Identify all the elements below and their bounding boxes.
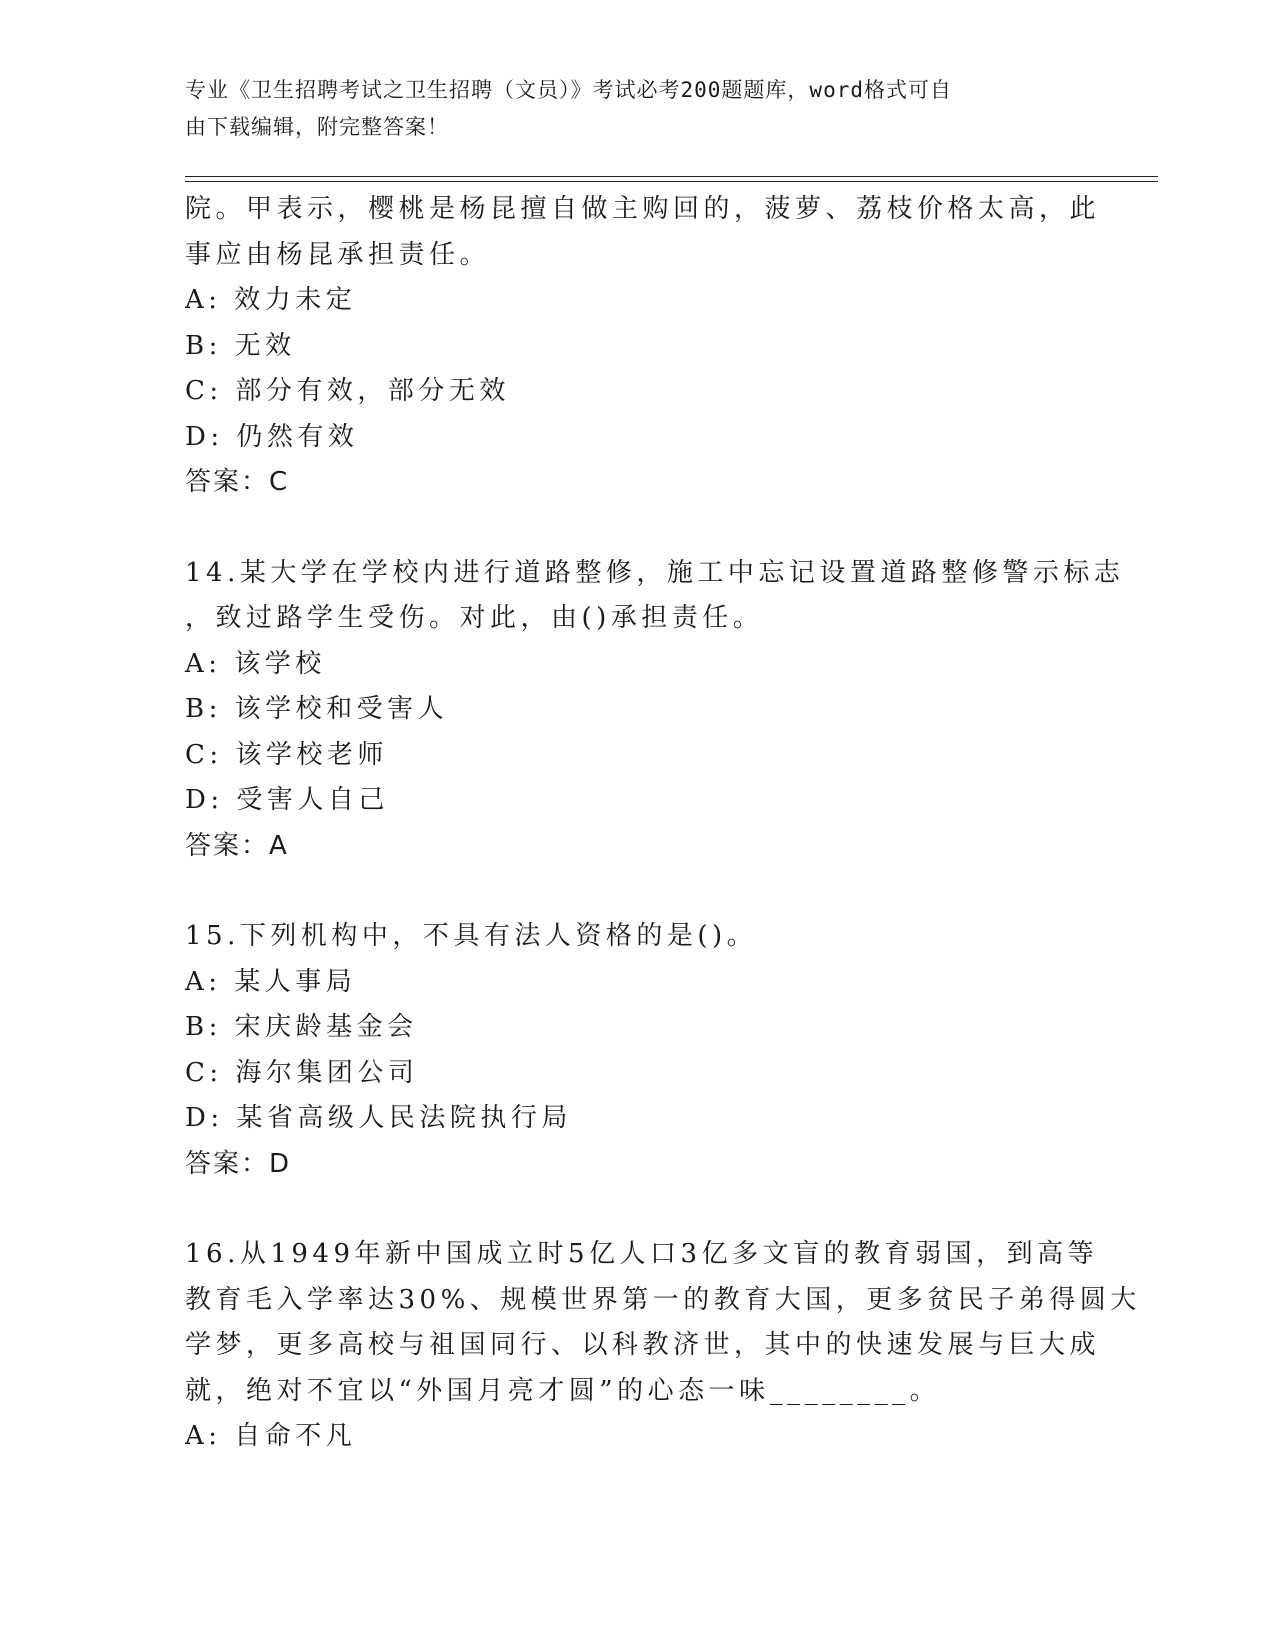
header-rule-top [185,176,1158,177]
question-14 [185,551,1125,870]
question-text-line: ，致过路学生受伤。对此，由()承担责任。 [185,603,764,633]
question-text-line: 15.下列机构中，不具有法人资格的是()。 [185,921,758,951]
header-rule-bottom [185,181,1158,182]
question-text-line: 16.从1949年新中国成立时5亿人口3亿多文盲的教育弱国，到高等 [185,1239,1099,1269]
option-d: D: 受害人自己 [185,785,389,815]
question-text-line: 就，绝对不宜以“外国月亮才圆”的心态一味________。 [185,1375,941,1406]
option-c: C: 海尔集团公司 [185,1057,419,1088]
spacer [185,1187,1085,1232]
option-d: D: 仍然有效 [185,421,359,452]
question-text-line: 14.某大学在学校内进行道路整修，施工中忘记设置道路整修警示标志 [185,557,1125,588]
document-body [185,187,1141,1460]
answer-line: 答案：A [185,830,289,861]
option-a: A: 效力未定 [185,285,357,315]
answer-line: 答案：C [185,467,290,497]
option-a: A: 某人事局 [185,966,357,997]
header-line-1: 专业《卫生招聘考试之卫生招聘（文员）》考试必考200题题库，word格式可自 [185,78,952,102]
question-text-line: 院。甲表示，樱桃是杨昆擅自做主购回的，菠萝、荔枝价格太高，此 [185,194,1101,224]
option-b: B: 无效 [185,330,296,361]
option-c: C: 部分有效，部分无效 [185,376,510,406]
option-d: D: 某省高级人民法院执行局 [185,1103,572,1133]
option-a: A: 该学校 [185,648,326,679]
option-c: C: 该学校老师 [185,739,388,770]
header-line-2: 由下载编辑，附完整答案！ [185,115,449,139]
question-text-line: 学梦，更多高校与祖国同行、以科教济世，其中的快速发展与巨大成 [185,1330,1101,1360]
document-header [185,72,1065,146]
question-text-line: 教育毛入学率达30%、规模世界第一的教育大国，更多贫民子弟得圆大 [185,1284,1141,1315]
spacer [185,506,1085,551]
answer-line: 答案：D [185,1148,292,1179]
question-16 [185,1232,1141,1460]
option-b: B: 该学校和受害人 [185,694,449,724]
spacer [185,869,1085,914]
question-text-line: 事应由杨昆承担责任。 [185,239,491,270]
question-13-continuation [185,187,1101,506]
question-15 [185,914,1085,1187]
option-b: B: 宋庆龄基金会 [185,1012,418,1042]
option-a: A: 自命不凡 [185,1421,357,1451]
